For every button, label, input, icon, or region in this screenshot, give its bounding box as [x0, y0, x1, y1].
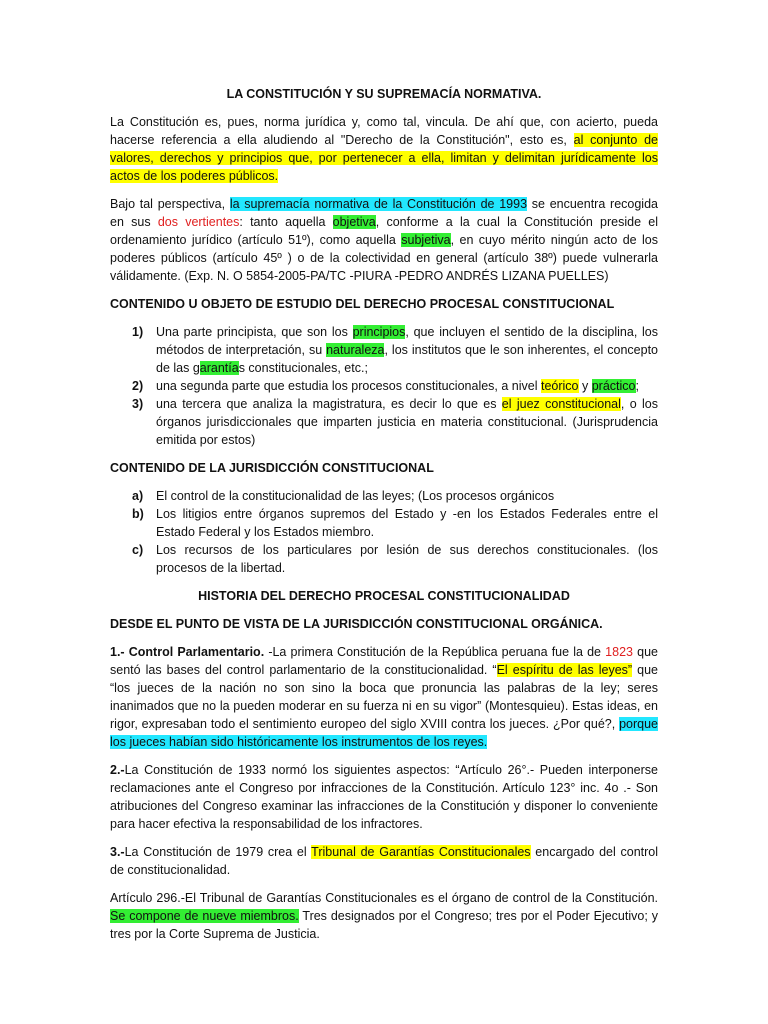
bold-text: 3.- — [110, 845, 125, 859]
list-item — [110, 395, 658, 449]
list-contenido-jurisdiccion — [110, 487, 658, 577]
text-run: El control de la constitucionalidad de las leyes; (Los procesos orgánicos — [156, 489, 555, 503]
highlight-green: principios — [352, 325, 406, 339]
bold-text: 2.- — [110, 763, 125, 777]
text-run: una segunda parte que estudia los procesos constitucionales, a nivel — [156, 379, 541, 393]
paragraph-constitucion-1933 — [110, 761, 658, 833]
list-item — [110, 377, 658, 395]
text-run: ; — [635, 379, 639, 393]
list-letter: c) — [132, 543, 144, 557]
text-run: Los litigios entre órganos supremos del Estado y -en los Estados Federales entre el Estado Federal y los Estados miembro. — [156, 507, 658, 539]
section-heading-contenido-objeto: CONTENIDO U OBJETO DE ESTUDIO DEL DERECHO PROCESAL CONSTITUCIONAL — [110, 297, 615, 311]
paragraph-constitucion-1979 — [110, 843, 658, 879]
list-item — [110, 505, 658, 541]
highlight-green: Se compone de nueve miembros. — [110, 909, 299, 923]
highlight-green: arantía — [199, 361, 239, 375]
highlight-cyan: porque los jueces habían sido históricamente los instrumentos de los reyes. — [110, 717, 658, 749]
list-number: 2) — [132, 379, 144, 393]
section-heading-jurisdiccion-organica: DESDE EL PUNTO DE VISTA DE LA JURISDICCIÓN CONSTITUCIONAL ORGÁNICA. — [110, 617, 603, 631]
text-run: : tanto aquella — [239, 215, 333, 229]
text-run: , que incluyen el sentido de la disciplina, los métodos de interpretación, su — [156, 325, 658, 357]
text-run: se encuentra recogida en sus — [110, 197, 658, 229]
paragraph-articulo-296 — [110, 889, 658, 943]
list-item — [110, 487, 658, 505]
text-run: , en cuyo mérito ningún acto de los poderes públicos (artículo 45º ) o de la colectividad en general (artículo 38º) puede vulnerarla válidamente. (Exp. N. O 5854-2005-PA/TC -PIURA -PEDRO ANDRÉS LIZANA PUELLES) — [110, 233, 658, 283]
section-heading-historia: HISTORIA DEL DERECHO PROCESAL CONSTITUCIONALIDAD — [198, 589, 570, 603]
document-title: LA CONSTITUCIÓN Y SU SUPREMACÍA NORMATIVA. — [226, 87, 542, 101]
paragraph-constitucion-norma — [110, 113, 658, 185]
text-run: Artículo 296.-El Tribunal de Garantías Constitucionales es el órgano de control de la Constitución. — [110, 891, 658, 905]
highlight-green: objetiva — [332, 215, 376, 229]
text-run: -La primera Constitución de la República peruana fue la de — [264, 645, 606, 659]
highlight-green: naturaleza — [326, 343, 385, 357]
highlight-yellow: El espíritu de las leyes” — [496, 663, 633, 677]
text-run: La Constitución es, pues, norma jurídica y, como tal, vincula. De ahí que, con acierto, pueda hacerse referencia a ella aludiendo al "Derecho de la Constitución", esto es, — [110, 115, 658, 147]
paragraph-control-parlamentario — [110, 643, 658, 751]
red-text: dos vertientes — [157, 215, 240, 229]
text-run: encargado del control de constitucionalidad. — [110, 845, 659, 877]
highlight-yellow: Tribunal de Garantías Constitucionales — [311, 845, 531, 859]
highlight-green: práctico — [591, 379, 636, 393]
text-run: y — [578, 379, 592, 393]
highlight-yellow: teórico — [540, 379, 579, 393]
red-text: 1823 — [605, 645, 633, 659]
highlight-green: subjetiva — [401, 233, 451, 247]
list-item — [110, 323, 658, 377]
list-contenido-objeto — [110, 323, 658, 449]
list-number: 3) — [132, 397, 144, 411]
text-run: Una parte principista, que son los — [156, 325, 353, 339]
highlight-yellow: al conjunto de valores, derechos y principios que, por pertenecer a ella, limitan y delimitan jurídicamente los actos de los poderes públicos. — [110, 133, 658, 183]
highlight-yellow: el juez constitucional — [501, 397, 621, 411]
text-run: , los institutos que le son inherentes, el concepto de las g — [156, 343, 658, 375]
text-run: , o los órganos jurisdiccionales que imparten justicia en materia constitucional. (Jurisprudencia emitida por estos) — [156, 397, 658, 447]
text-run: , conforme a la cual la Constitución preside el ordenamiento jurídico (artículo 51º), como aquella — [110, 215, 658, 247]
text-run: Tres designados por el Congreso; tres por el Poder Ejecutivo; y tres por la Corte Suprema de Justicia. — [110, 909, 658, 941]
list-item — [110, 541, 658, 577]
text-run: La Constitución de 1933 normó los siguientes aspectos: “Artículo 26°.- Pueden interponerse reclamaciones ante el Congreso por infracciones de la Constitución. Artículo 123° inc. 4o .- Son atribuciones del Congreso examinar las infracciones de la Constitución y disponer lo conveniente para hacer efectiva la responsabilidad de los infractores. — [110, 763, 658, 831]
paragraph-supremacia — [110, 195, 658, 285]
section-heading-contenido-jurisdiccion: CONTENIDO DE LA JURISDICCIÓN CONSTITUCIONAL — [110, 461, 434, 475]
text-run: una tercera que analiza la magistratura, es decir lo que es — [156, 397, 502, 411]
list-letter: a) — [132, 489, 144, 503]
text-run: Bajo tal perspectiva, — [110, 197, 230, 211]
list-number: 1) — [132, 325, 144, 339]
text-run: Los recursos de los particulares por lesión de sus derechos constitucionales. (los procesos de la libertad. — [156, 543, 658, 575]
text-run: La Constitución de 1979 crea el — [124, 845, 312, 859]
text-run: s constitucionales, etc.; — [238, 361, 368, 375]
text-run: que “los jueces de la nación no son sino la boca que pronuncia las palabras de la ley; seres inanimados que no la pueden moderar en su fuerza ni en su vigor” (Montesquieu). Estas ideas, en rigor, expresaban todo el sentimiento europeo del siglo XVIII contra los jueces. ¿Por qué?, — [110, 663, 658, 731]
list-letter: b) — [132, 507, 144, 521]
bold-text: 1.- Control Parlamentario. — [110, 645, 265, 659]
highlight-cyan: la supremacía normativa de la Constitución de 1993 — [229, 197, 528, 211]
text-run: que sentó las bases del control parlamentario de la constitucionalidad. “ — [110, 645, 658, 677]
